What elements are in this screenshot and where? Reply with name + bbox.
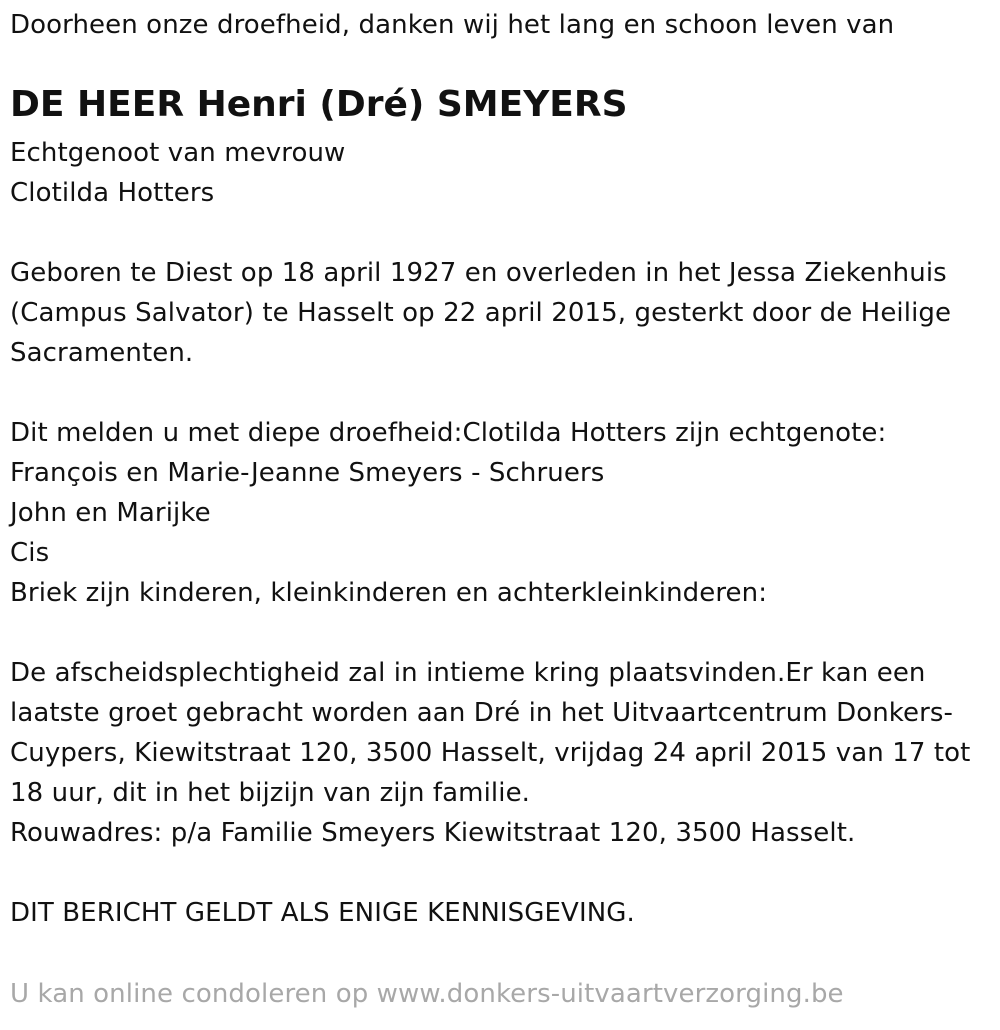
birth-death-line-3: Sacramenten. bbox=[10, 338, 194, 368]
family-line-1: Dit melden u met diepe droefheid:Clotilda Hotters zijn echtgenote: bbox=[10, 418, 887, 448]
ceremony-line-2: laatste groet gebracht worden aan Dré in het Uitvaartcentrum Donkers- bbox=[10, 698, 954, 728]
spouse-line-2: Clotilda Hotters bbox=[10, 178, 215, 208]
deceased-name: DE HEER Henri (Dré) SMEYERS bbox=[10, 84, 628, 125]
condolence-footer: U kan online condoleren op www.donkers-uitvaartverzorging.be bbox=[10, 979, 844, 1009]
family-line-3: John en Marijke bbox=[10, 498, 211, 528]
notice-text: DIT BERICHT GELDT ALS ENIGE KENNISGEVING. bbox=[10, 898, 635, 928]
spouse-line-1: Echtgenoot van mevrouw bbox=[10, 138, 346, 168]
ceremony-line-1: De afscheidsplechtigheid zal in intieme kring plaatsvinden.Er kan een bbox=[10, 658, 926, 688]
ceremony-line-3: Cuypers, Kiewitstraat 120, 3500 Hasselt, vrijdag 24 april 2015 van 17 tot bbox=[10, 738, 971, 768]
family-line-2: François en Marie-Jeanne Smeyers - Schruers bbox=[10, 458, 605, 488]
intro-text: Doorheen onze droefheid, danken wij het lang en schoon leven van bbox=[10, 10, 895, 40]
birth-death-line-2: (Campus Salvator) te Hasselt op 22 april 2015, gesterkt door de Heilige bbox=[10, 298, 952, 328]
ceremony-line-4: 18 uur, dit in het bijzijn van zijn familie. bbox=[10, 778, 531, 808]
family-line-5: Briek zijn kinderen, kleinkinderen en achterkleinkinderen: bbox=[10, 578, 768, 608]
birth-death-line-1: Geboren te Diest op 18 april 1927 en overleden in het Jessa Ziekenhuis bbox=[10, 258, 947, 288]
mourning-address: Rouwadres: p/a Familie Smeyers Kiewitstraat 120, 3500 Hasselt. bbox=[10, 818, 856, 848]
family-line-4: Cis bbox=[10, 538, 50, 568]
